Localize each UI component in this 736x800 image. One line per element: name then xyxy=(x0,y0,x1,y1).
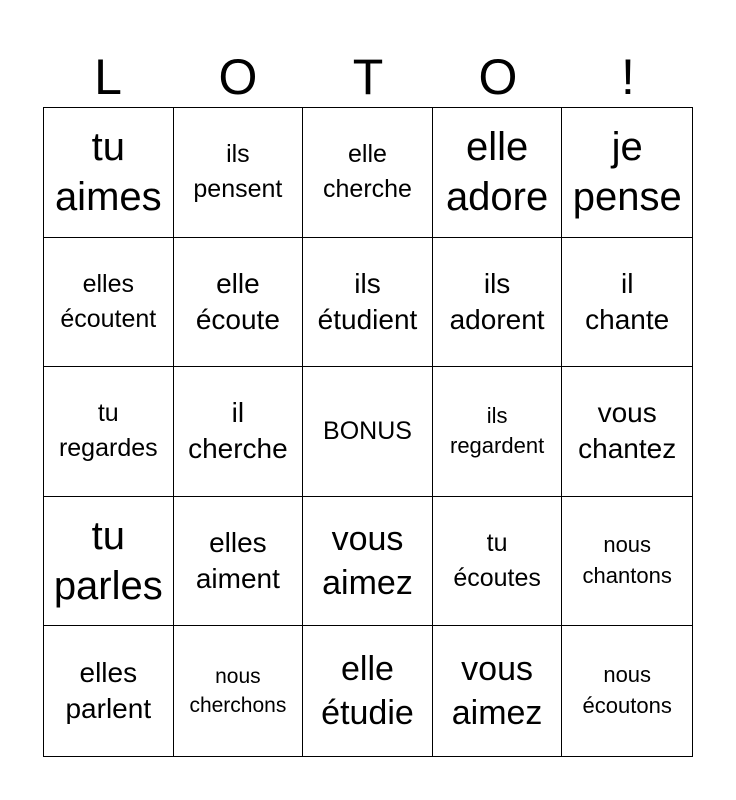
bingo-cell[interactable] xyxy=(303,108,433,238)
bingo-cell-text: je pense xyxy=(572,125,682,220)
bingo-cell[interactable] xyxy=(433,367,563,497)
bingo-cell-text: elle cherche xyxy=(323,140,412,204)
bingo-cell-text: elles écoutent xyxy=(60,269,157,333)
bingo-cell[interactable] xyxy=(433,108,563,238)
bingo-cell-text: ils pensent xyxy=(193,140,283,204)
bingo-cell[interactable] xyxy=(44,238,174,368)
bingo-cell-text: elle écoute xyxy=(195,267,280,335)
bingo-cell[interactable] xyxy=(44,367,174,497)
bingo-cell[interactable] xyxy=(433,497,563,627)
bingo-cell-text: elles aiment xyxy=(195,526,280,595)
bingo-cell[interactable] xyxy=(174,497,304,627)
bingo-cell-text: BONUS xyxy=(323,416,412,445)
bingo-cell[interactable] xyxy=(562,238,692,368)
bingo-cell[interactable] xyxy=(433,238,563,368)
bingo-cell-text: tu aimes xyxy=(54,125,162,220)
title-letter: L xyxy=(94,49,122,105)
title-letter: T xyxy=(352,49,384,105)
bingo-cell-text: tu écoutes xyxy=(453,529,541,593)
bingo-cell-text: elle étudie xyxy=(321,650,414,733)
bingo-cell[interactable] xyxy=(562,626,692,756)
bingo-cell-text: tu parles xyxy=(53,514,163,609)
bingo-cell[interactable] xyxy=(433,626,563,756)
bingo-cell-text: ils regardent xyxy=(450,402,545,459)
bingo-cell-text: elle adore xyxy=(445,125,549,220)
bingo-cell-text: nous cherchons xyxy=(189,664,287,718)
bingo-cell[interactable] xyxy=(303,497,433,627)
bingo-cell[interactable] xyxy=(303,238,433,368)
bingo-cell[interactable] xyxy=(562,108,692,238)
bingo-cell-text: vous aimez xyxy=(322,519,413,603)
bingo-cell-text: nous écoutons xyxy=(582,662,672,719)
bingo-cell[interactable] xyxy=(44,497,174,627)
bingo-cell-text: vous aimez xyxy=(451,650,543,733)
bingo-cell[interactable] xyxy=(174,367,304,497)
bingo-cell-text: ils étudient xyxy=(317,267,418,335)
bingo-cell-text: elles parlent xyxy=(65,656,152,725)
bingo-cell[interactable] xyxy=(174,626,304,756)
title-letter: O xyxy=(218,49,258,105)
bingo-free-cell[interactable] xyxy=(303,367,433,497)
bingo-cell-text: tu regardes xyxy=(58,399,158,463)
bingo-cell[interactable] xyxy=(44,626,174,756)
bingo-cell[interactable] xyxy=(562,367,692,497)
bingo-cell-text: nous chantons xyxy=(582,532,672,589)
bingo-cell[interactable] xyxy=(562,497,692,627)
bingo-cell[interactable] xyxy=(303,626,433,756)
bingo-card-grid xyxy=(43,107,693,757)
bingo-cell-text: il cherche xyxy=(188,397,288,465)
bingo-cell[interactable] xyxy=(44,108,174,238)
bingo-cell[interactable] xyxy=(174,108,304,238)
title-letter: ! xyxy=(621,49,635,105)
bingo-cell-text: ils adorent xyxy=(449,267,545,335)
bingo-cell-text: il chante xyxy=(585,267,670,335)
bingo-cell[interactable] xyxy=(174,238,304,368)
bingo-cell-text: vous chantez xyxy=(578,397,677,465)
bingo-title xyxy=(43,46,693,108)
title-letter: O xyxy=(478,49,518,105)
